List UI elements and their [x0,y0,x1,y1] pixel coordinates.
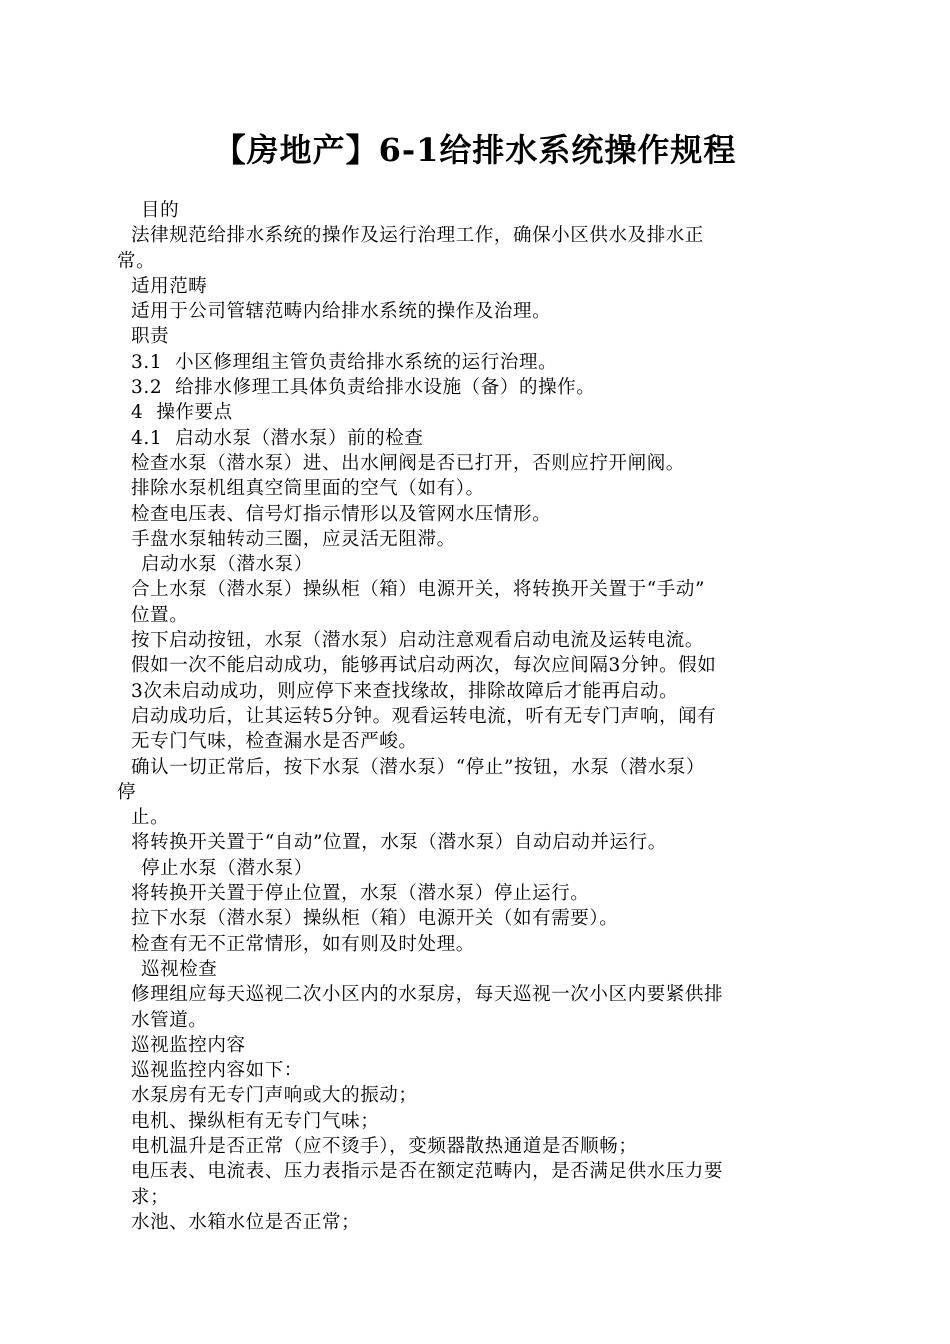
paragraph-line: 启动水泵（潜水泵） [141,554,313,576]
paragraph-line: 3.1 小区修理组主管负责给排水系统的运行治理。 [131,351,558,373]
paragraph-line: 法律规范给排水系统的操作及运行治理工作，确保小区供水及排水正 [131,225,705,247]
paragraph-line: 4 操作要点 [131,402,233,424]
paragraph-line: 将转换开关置于停止位置，水泵（潜水泵）停止运行。 [131,883,590,905]
paragraph-line: 停止水泵（潜水泵） [141,857,313,879]
paragraph-line: 合上水泵（潜水泵）操纵柜（箱）电源开关，将转换开关置于“手动” [131,579,706,601]
paragraph-line: 目的 [141,200,180,221]
paragraph-line: 停 [117,781,137,803]
paragraph-line: 巡视监控内容如下： [131,1060,303,1082]
document-title: 【房地产】6-1给排水系统操作规程 [213,131,737,169]
paragraph-line: 假如一次不能启动成功，能够再试启动两次，每次应间隔3分钟。假如 [131,655,717,677]
paragraph-line: 将转换开关置于“自动”位置，水泵（潜水泵）自动启动并运行。 [131,832,667,854]
paragraph-line: 检查有无不正常情形，如有则及时处理。 [131,933,475,955]
paragraph-line: 检查水泵（潜水泵）进、出水闸阀是否已打开，否则应拧开闸阀。 [131,452,685,474]
paragraph-line: 3次未启动成功，则应停下来查找缘故，排除故障后才能再启动。 [131,680,679,702]
paragraph-line: 3.2 给排水修理工具体负责给排水设施（备）的操作。 [131,377,596,399]
document-body [117,198,832,1235]
paragraph-line: 无专门气味，检查漏水是否严峻。 [131,731,418,753]
paragraph-line: 确认一切正常后，按下水泵（潜水泵）“停止”按钮，水泵（潜水泵） [131,756,706,778]
paragraph-line: 检查电压表、信号灯指示情形以及管网水压情形。 [131,503,552,525]
paragraph-line: 求； [131,1186,170,1208]
paragraph-line: 止。 [131,807,170,829]
paragraph-line: 巡视监控内容 [131,1034,246,1056]
paragraph-line: 按下启动按钮，水泵（潜水泵）启动注意观看启动电流及运转电流。 [131,630,705,652]
paragraph-line: 适用范畴 [131,275,208,297]
paragraph-line: 手盘水泵轴转动三圈，应灵活无阻滞。 [131,528,456,550]
paragraph-line: 启动成功后，让其运转5分钟。观看运转电流，听有无专门声响，闻有 [131,705,717,727]
paragraph-line: 拉下水泵（潜水泵）操纵柜（箱）电源开关（如有需要）。 [131,908,619,930]
paragraph-line: 水池、水箱水位是否正常； [131,1211,361,1233]
paragraph-line: 排除水泵机组真空筒里面的空气（如有）。 [131,478,485,500]
paragraph-line: 电压表、电流表、压力表指示是否在额定范畴内，是否满足供水压力要 [131,1161,724,1183]
paragraph-line: 4.1 启动水泵（潜水泵）前的检查 [131,427,424,449]
paragraph-line: 巡视检查 [141,958,218,980]
paragraph-line: 适用于公司管辖范畴内给排水系统的操作及治理。 [131,301,552,323]
paragraph-line: 电机、操纵柜有无专门气味； [131,1110,380,1132]
paragraph-line: 水管道。 [131,1009,208,1031]
paragraph-line: 位置。 [131,604,189,626]
paragraph-line: 电机温升是否正常（应不烫手），变频器散热通道是否顺畅； [131,1135,638,1157]
paragraph-line: 职责 [131,326,170,348]
paragraph-line: 修理组应每天巡视二次小区内的水泵房，每天巡视一次小区内要紧供排 [131,984,724,1006]
paragraph-line: 水泵房有无专门声响或大的振动； [131,1085,418,1107]
paragraph-line: 常。 [117,250,156,272]
